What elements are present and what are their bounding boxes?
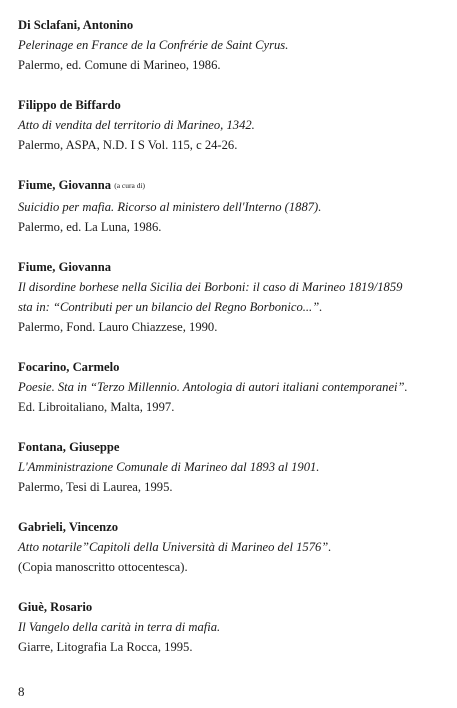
entry-title: L'Amministrazione Comunale di Marineo dal 1893 al 1901. [18, 460, 320, 474]
entry-editor-note: (a cura di) [114, 181, 146, 190]
bibliography-entry [18, 357, 450, 417]
entry-title: Il Vangelo della carità in terra di mafia. [18, 620, 221, 634]
entry-publication: Giarre, Litografia La Rocca, 1995. [18, 640, 193, 654]
bibliography-entry [18, 175, 450, 237]
entry-publication: Ed. Libroitaliano, Malta, 1997. [18, 400, 175, 414]
entry-author: Focarino, Carmelo [18, 360, 120, 374]
entry-publication: Palermo, Fond. Lauro Chiazzese, 1990. [18, 320, 218, 334]
entry-publication: Palermo, Tesi di Laurea, 1995. [18, 480, 173, 494]
bibliography-entry [18, 15, 450, 75]
bibliography-entry [18, 95, 450, 155]
entry-author: Gabrieli, Vincenzo [18, 520, 119, 534]
entry-author: Filippo de Biffardo [18, 98, 121, 112]
entry-title-continued: sta in: “Contributi per un bilancio del Regno Borbonico...”. [18, 300, 323, 314]
entry-author-line [18, 175, 450, 197]
entry-publication: Palermo, ed. Comune di Marineo, 1986. [18, 58, 221, 72]
bibliography-entry [18, 257, 450, 337]
entry-title: Atto di vendita del territorio di Marineo, 1342. [18, 118, 255, 132]
page-number: 8 [18, 684, 25, 699]
entry-title: Atto notarile”Capitoli della Università di Marineo del 1576”. [18, 540, 332, 554]
entry-title: Suicidio per mafia. Ricorso al ministero dell'Interno (1887). [18, 200, 322, 214]
entry-author: Fiume, Giovanna [18, 178, 112, 192]
entry-author: Fiume, Giovanna [18, 260, 112, 274]
entry-title: Pelerinage en France de la Confrérie de Saint Cyrus. [18, 38, 289, 52]
bibliography-entry [18, 437, 450, 497]
entry-author: Di Sclafani, Antonino [18, 18, 134, 32]
entry-publication: Palermo, ASPA, N.D. I S Vol. 115, c 24-26. [18, 138, 238, 152]
bibliography-entry [18, 517, 450, 577]
entry-title: Poesie. Sta in “Terzo Millennio. Antologia di autori italiani contemporanei”. [18, 380, 408, 394]
entry-publication: (Copia manoscritto ottocentesca). [18, 560, 188, 574]
entry-publication: Palermo, ed. La Luna, 1986. [18, 220, 162, 234]
bibliography-entry [18, 597, 450, 657]
entry-author: Giuè, Rosario [18, 600, 93, 614]
entry-title: Il disordine borhese nella Sicilia dei Borboni: il caso di Marineo 1819/1859 [18, 280, 403, 294]
entry-author: Fontana, Giuseppe [18, 440, 120, 454]
bibliography [18, 15, 450, 677]
